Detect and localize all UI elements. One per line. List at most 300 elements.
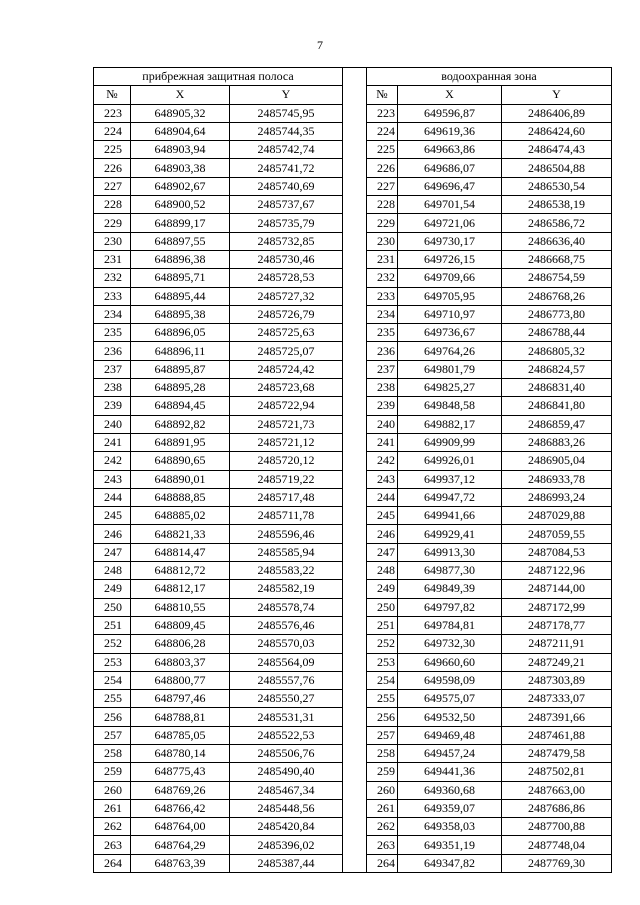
- table-row: [94, 543, 612, 561]
- right-x-value: 649913,30: [398, 543, 502, 561]
- right-point-number: 241: [367, 433, 398, 451]
- right-point-number: 263: [367, 836, 398, 854]
- left-point-number: 253: [94, 653, 131, 671]
- column-gap: [343, 671, 367, 689]
- right-y-value: 2487686,86: [502, 799, 612, 817]
- table-row: [94, 379, 612, 397]
- column-gap: [343, 781, 367, 799]
- left-y-value: 2485570,03: [230, 635, 343, 653]
- table-row: [94, 708, 612, 726]
- right-point-number: 233: [367, 287, 398, 305]
- column-gap: [343, 305, 367, 323]
- table-row: [94, 360, 612, 378]
- table-row: [94, 763, 612, 781]
- right-y-value: 2486504,88: [502, 159, 612, 177]
- right-x-value: 649575,07: [398, 690, 502, 708]
- right-x-value: 649358,03: [398, 818, 502, 836]
- right-y-value: 2487172,99: [502, 598, 612, 616]
- table-row: [94, 122, 612, 140]
- right-point-number: 251: [367, 616, 398, 634]
- left-x-value: 648900,52: [131, 196, 230, 214]
- table-row: [94, 635, 612, 653]
- right-y-value: 2487122,96: [502, 562, 612, 580]
- right-y-value: 2487663,00: [502, 781, 612, 799]
- right-y-value: 2487178,77: [502, 616, 612, 634]
- right-y-value: 2486474,43: [502, 141, 612, 159]
- left-y-value: 2485490,40: [230, 763, 343, 781]
- left-point-number: 236: [94, 342, 131, 360]
- right-header-y: Y: [502, 86, 612, 104]
- right-x-value: 649469,48: [398, 726, 502, 744]
- left-x-value: 648902,67: [131, 177, 230, 195]
- left-x-value: 648888,85: [131, 488, 230, 506]
- table-row: [94, 690, 612, 708]
- left-x-value: 648764,00: [131, 818, 230, 836]
- right-point-number: 256: [367, 708, 398, 726]
- left-y-value: 2485735,79: [230, 214, 343, 232]
- column-gap: [343, 379, 367, 397]
- right-x-value: 649705,95: [398, 287, 502, 305]
- left-x-value: 648899,17: [131, 214, 230, 232]
- left-section-title: прибрежная защитная полоса: [94, 68, 343, 86]
- left-point-number: 261: [94, 799, 131, 817]
- column-gap: [343, 507, 367, 525]
- column-gap: [343, 763, 367, 781]
- left-point-number: 240: [94, 415, 131, 433]
- table-row: [94, 232, 612, 250]
- right-x-value: 649619,36: [398, 122, 502, 140]
- left-y-value: 2485531,31: [230, 708, 343, 726]
- left-point-number: 254: [94, 671, 131, 689]
- right-point-number: 231: [367, 250, 398, 268]
- left-y-value: 2485723,68: [230, 379, 343, 397]
- left-point-number: 262: [94, 818, 131, 836]
- left-point-number: 263: [94, 836, 131, 854]
- right-point-number: 234: [367, 305, 398, 323]
- right-point-number: 227: [367, 177, 398, 195]
- left-y-value: 2485722,94: [230, 397, 343, 415]
- right-point-number: 258: [367, 744, 398, 762]
- right-point-number: 249: [367, 580, 398, 598]
- left-x-value: 648769,26: [131, 781, 230, 799]
- coordinates-table-body: [94, 68, 612, 873]
- right-y-value: 2486905,04: [502, 452, 612, 470]
- table-row: [94, 104, 612, 122]
- column-gap: [343, 799, 367, 817]
- table-row: [94, 324, 612, 342]
- left-header-y: Y: [230, 86, 343, 104]
- column-gap: [343, 214, 367, 232]
- right-point-number: 264: [367, 854, 398, 872]
- right-y-value: 2486538,19: [502, 196, 612, 214]
- right-x-value: 649732,30: [398, 635, 502, 653]
- left-point-number: 241: [94, 433, 131, 451]
- left-y-value: 2485467,34: [230, 781, 343, 799]
- right-x-value: 649947,72: [398, 488, 502, 506]
- left-y-value: 2485717,48: [230, 488, 343, 506]
- left-x-value: 648775,43: [131, 763, 230, 781]
- right-point-number: 254: [367, 671, 398, 689]
- table-row: [94, 799, 612, 817]
- left-x-value: 648766,42: [131, 799, 230, 817]
- table-row: [94, 598, 612, 616]
- right-point-number: 228: [367, 196, 398, 214]
- left-point-number: 232: [94, 269, 131, 287]
- left-point-number: 235: [94, 324, 131, 342]
- right-y-value: 2487029,88: [502, 507, 612, 525]
- right-point-number: 235: [367, 324, 398, 342]
- column-gap: [343, 616, 367, 634]
- left-x-value: 648896,38: [131, 250, 230, 268]
- left-point-number: 255: [94, 690, 131, 708]
- table-row: [94, 269, 612, 287]
- right-x-value: 649929,41: [398, 525, 502, 543]
- left-y-value: 2485742,74: [230, 141, 343, 159]
- left-y-value: 2485745,95: [230, 104, 343, 122]
- column-gap: [343, 854, 367, 872]
- right-y-value: 2487461,88: [502, 726, 612, 744]
- left-y-value: 2485596,46: [230, 525, 343, 543]
- left-x-value: 648809,45: [131, 616, 230, 634]
- right-point-number: 246: [367, 525, 398, 543]
- right-point-number: 259: [367, 763, 398, 781]
- left-point-number: 224: [94, 122, 131, 140]
- left-y-value: 2485550,27: [230, 690, 343, 708]
- table-row: [94, 342, 612, 360]
- left-x-value: 648797,46: [131, 690, 230, 708]
- table-row: [94, 397, 612, 415]
- table-row: [94, 305, 612, 323]
- right-y-value: 2486933,78: [502, 470, 612, 488]
- left-x-value: 648803,37: [131, 653, 230, 671]
- left-point-number: 250: [94, 598, 131, 616]
- table-row: [94, 159, 612, 177]
- left-x-value: 648896,05: [131, 324, 230, 342]
- left-x-value: 648890,65: [131, 452, 230, 470]
- right-y-value: 2486824,57: [502, 360, 612, 378]
- right-section-title: водоохранная зона: [367, 68, 612, 86]
- left-y-value: 2485564,09: [230, 653, 343, 671]
- right-point-number: 237: [367, 360, 398, 378]
- left-x-value: 648895,71: [131, 269, 230, 287]
- right-x-value: 649532,50: [398, 708, 502, 726]
- right-point-number: 261: [367, 799, 398, 817]
- table-row: [94, 141, 612, 159]
- right-y-value: 2486773,80: [502, 305, 612, 323]
- left-x-value: 648814,47: [131, 543, 230, 561]
- left-point-number: 249: [94, 580, 131, 598]
- left-y-value: 2485737,67: [230, 196, 343, 214]
- right-y-value: 2487144,00: [502, 580, 612, 598]
- right-y-value: 2487479,58: [502, 744, 612, 762]
- left-point-number: 243: [94, 470, 131, 488]
- left-y-value: 2485578,74: [230, 598, 343, 616]
- right-point-number: 245: [367, 507, 398, 525]
- left-x-value: 648903,94: [131, 141, 230, 159]
- right-x-value: 649663,86: [398, 141, 502, 159]
- left-point-number: 248: [94, 562, 131, 580]
- left-point-number: 226: [94, 159, 131, 177]
- right-y-value: 2487769,30: [502, 854, 612, 872]
- left-point-number: 251: [94, 616, 131, 634]
- table-row: [94, 854, 612, 872]
- right-x-value: 649801,79: [398, 360, 502, 378]
- right-y-value: 2486668,75: [502, 250, 612, 268]
- table-row: [94, 781, 612, 799]
- left-x-value: 648904,64: [131, 122, 230, 140]
- left-y-value: 2485740,69: [230, 177, 343, 195]
- coordinates-table: [93, 67, 612, 873]
- right-point-number: 226: [367, 159, 398, 177]
- right-x-value: 649721,06: [398, 214, 502, 232]
- left-y-value: 2485721,73: [230, 415, 343, 433]
- right-y-value: 2487303,89: [502, 671, 612, 689]
- column-gap: [343, 415, 367, 433]
- right-point-number: 252: [367, 635, 398, 653]
- column-gap: [343, 726, 367, 744]
- column-gap: [343, 836, 367, 854]
- right-x-value: 649347,82: [398, 854, 502, 872]
- right-y-value: 2486841,80: [502, 397, 612, 415]
- left-y-value: 2485506,76: [230, 744, 343, 762]
- right-y-value: 2486530,54: [502, 177, 612, 195]
- right-point-number: 240: [367, 415, 398, 433]
- column-gap: [343, 324, 367, 342]
- section-title-row: [94, 68, 612, 86]
- left-y-value: 2485730,46: [230, 250, 343, 268]
- table-row: [94, 726, 612, 744]
- right-y-value: 2486805,32: [502, 342, 612, 360]
- right-x-value: 649825,27: [398, 379, 502, 397]
- left-x-value: 648895,87: [131, 360, 230, 378]
- left-y-value: 2485732,85: [230, 232, 343, 250]
- table-row: [94, 433, 612, 451]
- left-point-number: 239: [94, 397, 131, 415]
- left-x-value: 648764,29: [131, 836, 230, 854]
- table-row: [94, 214, 612, 232]
- left-x-value: 648895,28: [131, 379, 230, 397]
- table-row: [94, 177, 612, 195]
- column-gap: [343, 177, 367, 195]
- right-y-value: 2487059,55: [502, 525, 612, 543]
- left-y-value: 2485727,32: [230, 287, 343, 305]
- right-x-value: 649359,07: [398, 799, 502, 817]
- right-y-value: 2487700,88: [502, 818, 612, 836]
- table-row: [94, 287, 612, 305]
- column-gap: [343, 690, 367, 708]
- table-row: [94, 671, 612, 689]
- left-point-number: 260: [94, 781, 131, 799]
- right-x-value: 649710,97: [398, 305, 502, 323]
- table-row: [94, 836, 612, 854]
- left-x-value: 648903,38: [131, 159, 230, 177]
- right-x-value: 649660,60: [398, 653, 502, 671]
- column-gap: [343, 598, 367, 616]
- right-x-value: 649696,47: [398, 177, 502, 195]
- right-point-number: 243: [367, 470, 398, 488]
- left-x-value: 648821,33: [131, 525, 230, 543]
- left-point-number: 258: [94, 744, 131, 762]
- column-gap: [343, 196, 367, 214]
- right-x-value: 649457,24: [398, 744, 502, 762]
- column-gap: [343, 232, 367, 250]
- left-point-number: 246: [94, 525, 131, 543]
- table-row: [94, 196, 612, 214]
- table-row: [94, 250, 612, 268]
- left-x-value: 648895,38: [131, 305, 230, 323]
- left-point-number: 256: [94, 708, 131, 726]
- left-y-value: 2485719,22: [230, 470, 343, 488]
- right-y-value: 2486993,24: [502, 488, 612, 506]
- column-gap: [343, 525, 367, 543]
- right-x-value: 649701,54: [398, 196, 502, 214]
- right-x-value: 649909,99: [398, 433, 502, 451]
- left-point-number: 234: [94, 305, 131, 323]
- table-row: [94, 507, 612, 525]
- column-gap: [343, 708, 367, 726]
- right-x-value: 649937,12: [398, 470, 502, 488]
- left-y-value: 2485725,07: [230, 342, 343, 360]
- table-row: [94, 452, 612, 470]
- right-y-value: 2486406,89: [502, 104, 612, 122]
- right-y-value: 2486424,60: [502, 122, 612, 140]
- right-y-value: 2487748,04: [502, 836, 612, 854]
- right-x-value: 649941,66: [398, 507, 502, 525]
- left-point-number: 242: [94, 452, 131, 470]
- left-y-value: 2485741,72: [230, 159, 343, 177]
- right-y-value: 2486768,26: [502, 287, 612, 305]
- right-x-value: 649360,68: [398, 781, 502, 799]
- left-x-value: 648897,55: [131, 232, 230, 250]
- column-gap: [343, 122, 367, 140]
- column-gap: [343, 818, 367, 836]
- right-x-value: 649926,01: [398, 452, 502, 470]
- right-y-value: 2487333,07: [502, 690, 612, 708]
- right-x-value: 649736,67: [398, 324, 502, 342]
- column-gap: [343, 360, 367, 378]
- left-y-value: 2485576,46: [230, 616, 343, 634]
- left-point-number: 244: [94, 488, 131, 506]
- right-x-value: 649598,09: [398, 671, 502, 689]
- right-y-value: 2486883,26: [502, 433, 612, 451]
- column-gap: [343, 159, 367, 177]
- table-row: [94, 525, 612, 543]
- right-y-value: 2486831,40: [502, 379, 612, 397]
- left-y-value: 2485585,94: [230, 543, 343, 561]
- left-point-number: 229: [94, 214, 131, 232]
- right-point-number: 257: [367, 726, 398, 744]
- left-point-number: 252: [94, 635, 131, 653]
- column-gap: [343, 397, 367, 415]
- column-gap: [343, 342, 367, 360]
- left-x-value: 648885,02: [131, 507, 230, 525]
- column-header-row: [94, 86, 612, 104]
- left-point-number: 233: [94, 287, 131, 305]
- table-row: [94, 744, 612, 762]
- right-point-number: 230: [367, 232, 398, 250]
- column-gap: [343, 470, 367, 488]
- right-point-number: 236: [367, 342, 398, 360]
- right-x-value: 649709,66: [398, 269, 502, 287]
- left-y-value: 2485396,02: [230, 836, 343, 854]
- left-point-number: 223: [94, 104, 131, 122]
- right-x-value: 649849,39: [398, 580, 502, 598]
- column-gap: [343, 744, 367, 762]
- table-row: [94, 653, 612, 671]
- left-y-value: 2485728,53: [230, 269, 343, 287]
- right-x-value: 649351,19: [398, 836, 502, 854]
- right-point-number: 248: [367, 562, 398, 580]
- left-point-number: 225: [94, 141, 131, 159]
- right-y-value: 2487249,21: [502, 653, 612, 671]
- right-y-value: 2486859,47: [502, 415, 612, 433]
- left-x-value: 648763,39: [131, 854, 230, 872]
- column-gap: [343, 543, 367, 561]
- left-x-value: 648788,81: [131, 708, 230, 726]
- column-gap: [343, 104, 367, 122]
- table-row: [94, 415, 612, 433]
- right-point-number: 244: [367, 488, 398, 506]
- left-point-number: 228: [94, 196, 131, 214]
- table-row: [94, 562, 612, 580]
- left-header-x: X: [131, 86, 230, 104]
- column-gap: [343, 433, 367, 451]
- left-y-value: 2485420,84: [230, 818, 343, 836]
- left-x-value: 648785,05: [131, 726, 230, 744]
- left-x-value: 648800,77: [131, 671, 230, 689]
- left-x-value: 648780,14: [131, 744, 230, 762]
- right-point-number: 250: [367, 598, 398, 616]
- right-point-number: 253: [367, 653, 398, 671]
- column-gap: [343, 287, 367, 305]
- table-row: [94, 488, 612, 506]
- right-y-value: 2487084,53: [502, 543, 612, 561]
- right-y-value: 2486754,59: [502, 269, 612, 287]
- right-point-number: 255: [367, 690, 398, 708]
- left-y-value: 2485744,35: [230, 122, 343, 140]
- column-gap: [343, 250, 367, 268]
- right-x-value: 649848,58: [398, 397, 502, 415]
- right-y-value: 2486788,44: [502, 324, 612, 342]
- column-gap: [343, 580, 367, 598]
- right-x-value: 649730,17: [398, 232, 502, 250]
- table-row: [94, 470, 612, 488]
- column-gap: [343, 653, 367, 671]
- table-row: [94, 818, 612, 836]
- left-y-value: 2485448,56: [230, 799, 343, 817]
- left-y-value: 2485711,78: [230, 507, 343, 525]
- right-point-number: 224: [367, 122, 398, 140]
- left-y-value: 2485387,44: [230, 854, 343, 872]
- right-y-value: 2486586,72: [502, 214, 612, 232]
- right-point-number: 247: [367, 543, 398, 561]
- left-point-number: 230: [94, 232, 131, 250]
- right-y-value: 2487211,91: [502, 635, 612, 653]
- right-x-value: 649596,87: [398, 104, 502, 122]
- right-x-value: 649686,07: [398, 159, 502, 177]
- left-x-value: 648896,11: [131, 342, 230, 360]
- left-y-value: 2485720,12: [230, 452, 343, 470]
- left-x-value: 648892,82: [131, 415, 230, 433]
- left-y-value: 2485582,19: [230, 580, 343, 598]
- left-point-number: 247: [94, 543, 131, 561]
- column-gap: [343, 488, 367, 506]
- column-gap: [343, 141, 367, 159]
- left-point-number: 231: [94, 250, 131, 268]
- right-point-number: 262: [367, 818, 398, 836]
- right-y-value: 2487391,66: [502, 708, 612, 726]
- left-y-value: 2485725,63: [230, 324, 343, 342]
